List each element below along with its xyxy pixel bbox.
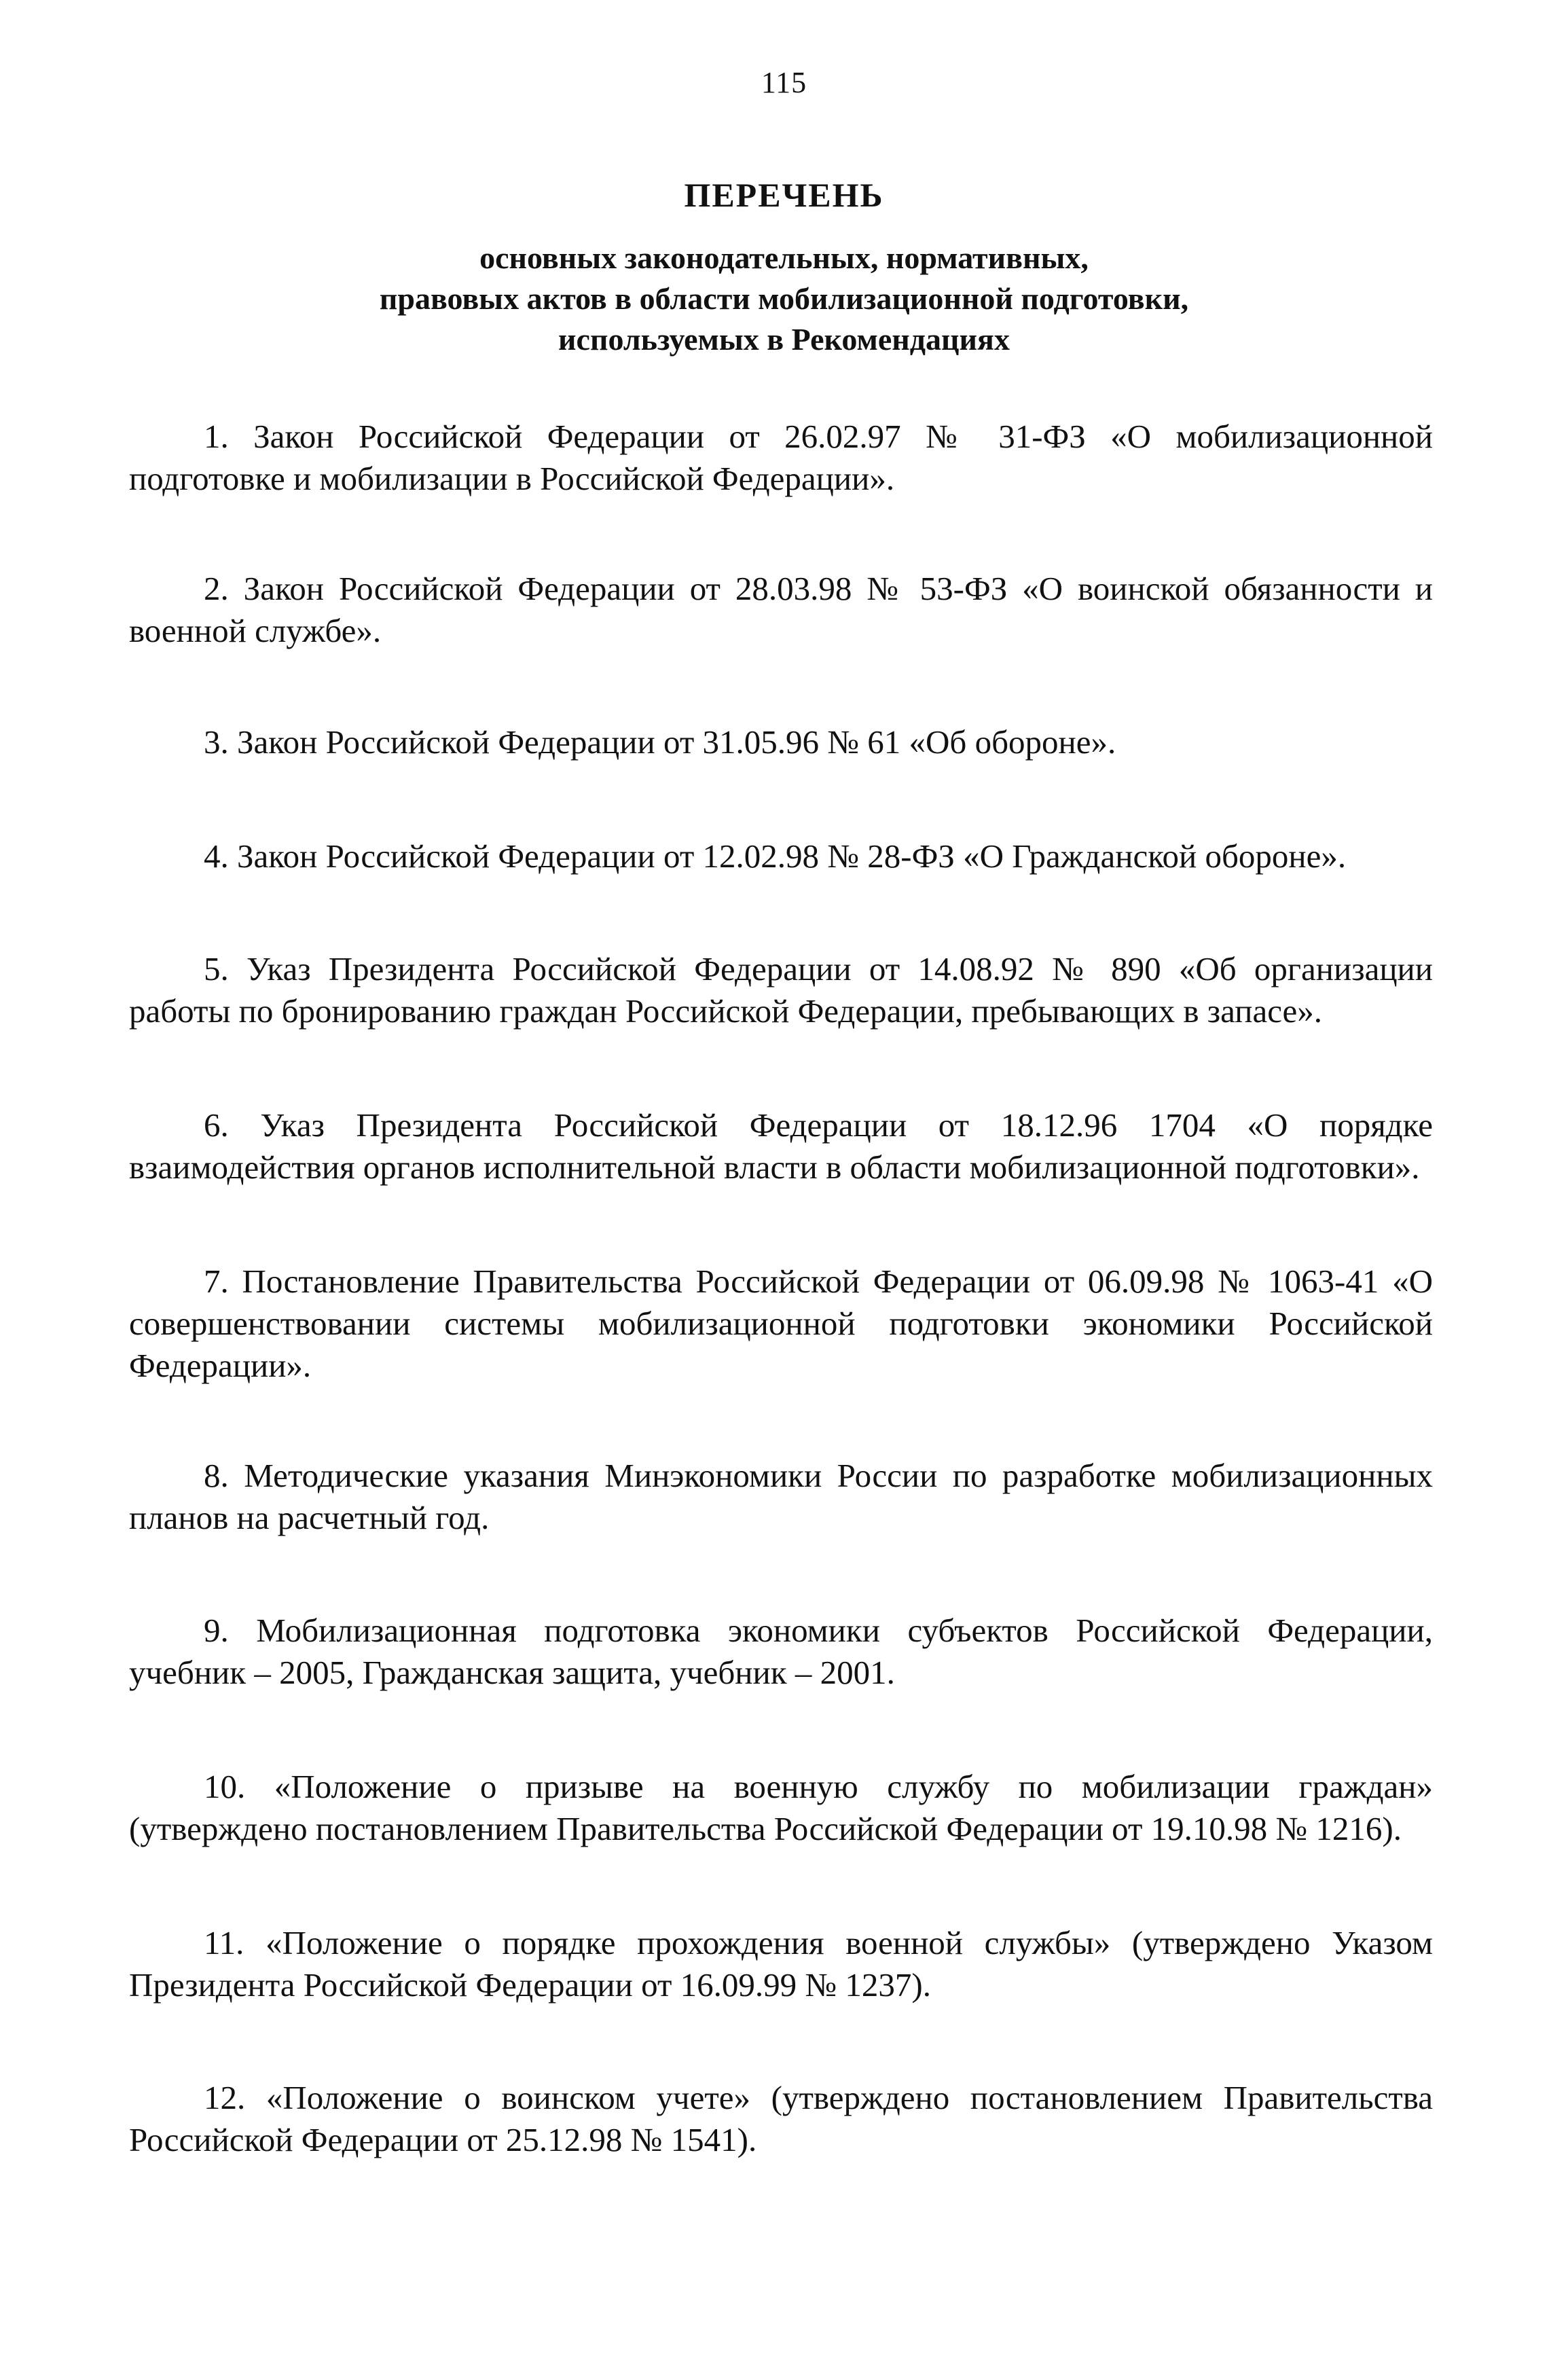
list-item: 10. «Положение о призыве на военную службу по мобилизации граждан» (утверждено постановлением Правительства Российской Федерации от 19.10.98 № 1216).: [129, 1768, 1433, 1847]
subtitle-line: используемых в Рекомендациях: [558, 322, 1010, 357]
list-item: 12. «Положение о воинском учете» (утверждено постановлением Правительства Российской Федерации от 25.12.98 № 1541).: [129, 2079, 1433, 2158]
document-subtitle: [0, 238, 1568, 360]
list-item: 6. Указ Президента Российской Федерации от 18.12.96 1704 «О порядке взаимодействия органов исполнительной власти в области мобилизационной подготовки».: [129, 1106, 1433, 1186]
list-item: 2. Закон Российской Федерации от 28.03.98 № 53-ФЗ «О воинской обязанности и военной службе».: [129, 570, 1433, 649]
subtitle-line: основных законодательных, нормативных,: [479, 240, 1089, 275]
subtitle-line: правовых актов в области мобилизационной подготовки,: [379, 281, 1189, 316]
document-title: ПЕРЕЧЕНЬ: [684, 176, 884, 214]
list-item: 8. Методические указания Минэкономики России по разработке мобилизационных планов на расчетный год.: [129, 1457, 1433, 1536]
list-item: 3. Закон Российской Федерации от 31.05.96 № 61 «Об обороне».: [204, 723, 1116, 761]
list-item: 11. «Положение о порядке прохождения военной службы» (утверждено Указом Президента Российской Федерации от 16.09.99 № 1237).: [129, 1924, 1433, 2004]
list-item: 1. Закон Российской Федерации от 26.02.97 № 31-ФЗ «О мобилизационной подготовке и мобилизации в Российской Федерации».: [129, 418, 1433, 497]
list-item: 9. Мобилизационная подготовка экономики субъектов Российской Федерации, учебник – 2005, Гражданская защита, учебник – 2001.: [129, 1612, 1433, 1691]
list-item: 5. Указ Президента Российской Федерации от 14.08.92 № 890 «Об организации работы по бронированию граждан Российской Федерации, пребывающих в запасе».: [129, 950, 1433, 1030]
list-item: 7. Постановление Правительства Российской Федерации от 06.09.98 № 1063-41 «О совершенствовании системы мобилизационной подготовки экономики Российской Федерации».: [129, 1263, 1433, 1384]
page-number: 115: [761, 66, 807, 99]
list-item: 4. Закон Российской Федерации от 12.02.98 № 28-ФЗ «О Гражданской обороне».: [204, 837, 1347, 875]
